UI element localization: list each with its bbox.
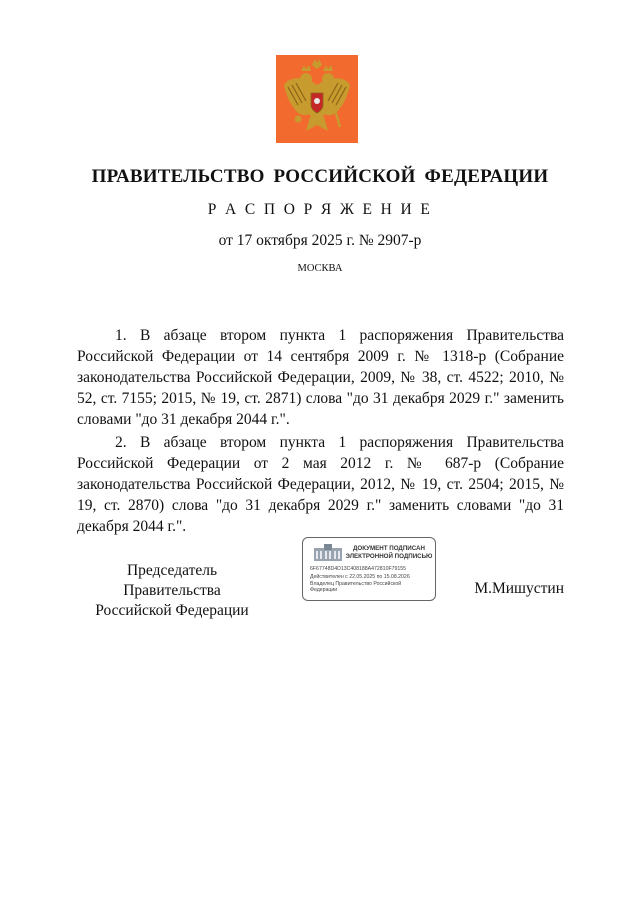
stamp-owner-line1: Владелец Правительство Российской [310, 581, 402, 587]
signatory-name: М.Мишустин [474, 580, 564, 597]
signatory-position-line2: Российской Федерации [95, 602, 249, 619]
document-city: МОСКВА [297, 263, 343, 274]
document-date-number: от 17 октября 2025 г. № 2907-р [218, 232, 422, 249]
double-headed-eagle-icon [276, 55, 358, 143]
electronic-signature-stamp [302, 537, 436, 601]
stamp-validity: Действителен с 22.05.2025 по 15.08.2026 [310, 574, 410, 580]
coat-of-arms-emblem [276, 55, 358, 143]
stamp-title [345, 545, 433, 560]
signatory-position [77, 561, 267, 621]
document-type: Р А С П О Р Я Ж Е Н И Е [207, 201, 433, 218]
stamp-owner-line2: Федерации [310, 587, 338, 593]
stamp-serial: 6F67748D4D13C408188A472810F79155 [310, 566, 407, 572]
paragraph-2: 2. В абзаце втором пункта 1 распоряжения Правительства Российской Федерации от 2 мая 2012 г. № 687-р (Собрание законодательства Российской Федерации, 2012, № 19, ст. 2504; 2015, № 19, ст. 2870) слова "до 31 декабря 2029 г." заменить словами "до 31 декабря 2044 г.". [77, 434, 564, 535]
paragraph-1: 1. В абзаце втором пункта 1 распоряжения Правительства Российской Федерации от 14 сентября 2009 г. № 1318-р (Собрание законодательства Российской Федерации, 2009, № 38, ст. 4522; 2010, № 52, ст. 7155; 2015, № 19, ст. 2871) слова "до 31 декабря 2029 г." заменить словами "до 31 декабря 2044 г.". [77, 327, 564, 428]
stamp-title-line1: ДОКУМЕНТ ПОДПИСАН [353, 545, 425, 552]
document-body [77, 325, 564, 539]
stamp-title-line2: ЭЛЕКТРОННОЙ ПОДПИСЬЮ [345, 552, 433, 560]
government-building-icon [312, 544, 344, 562]
government-title: ПРАВИТЕЛЬСТВО РОССИЙСКОЙ ФЕДЕРАЦИИ [91, 166, 549, 187]
signatory-position-line1: Председатель Правительства [123, 562, 221, 599]
